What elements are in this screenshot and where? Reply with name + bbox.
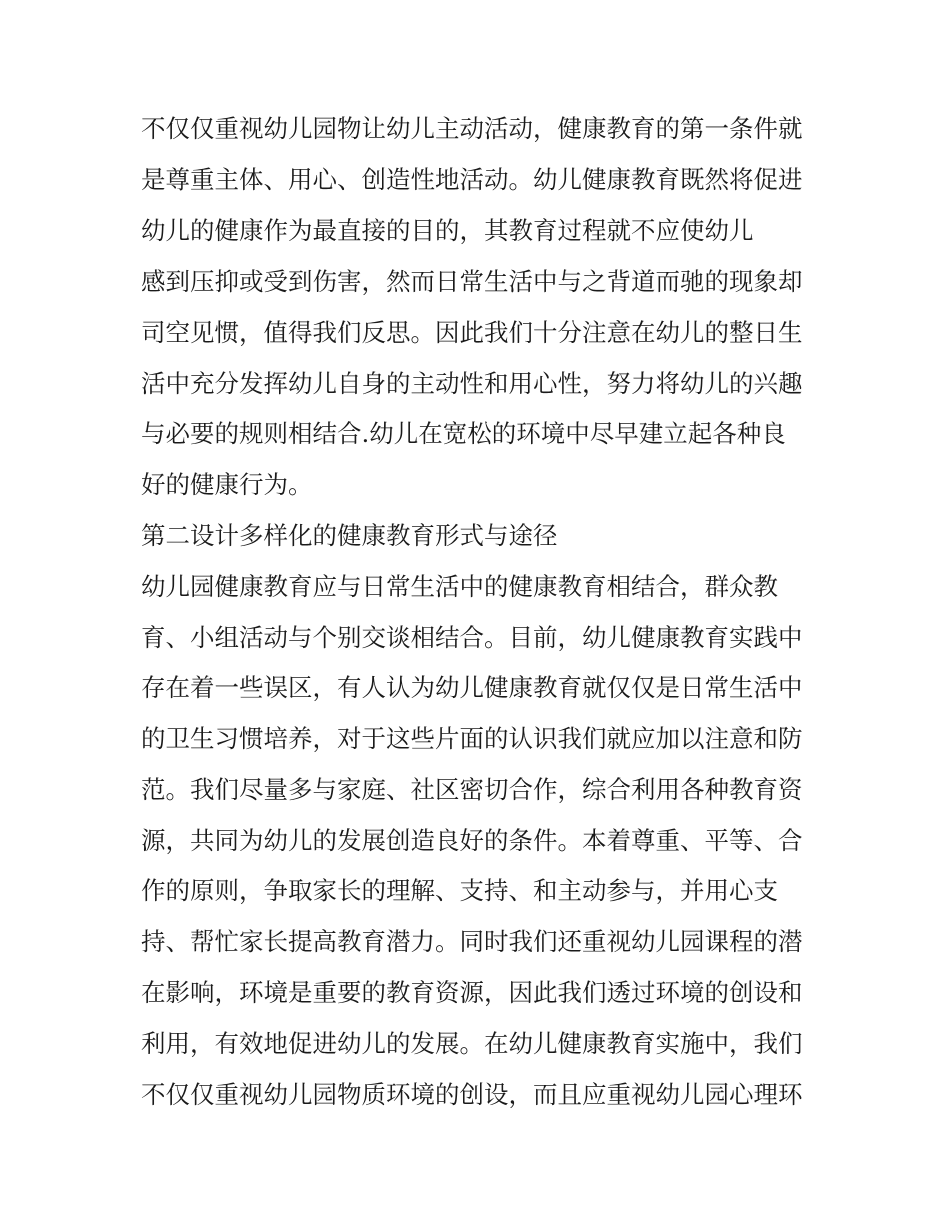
text-line: 持、帮忙家长提高教育潜力。同时我们还重视幼儿园课程的潜	[141, 927, 803, 956]
text-line: 幼儿的健康作为最直接的目的，其教育过程就不应使幼儿	[141, 216, 754, 245]
text-line: 不仅仅重视幼儿园物让幼儿主动活动，健康教育的第一条件就	[141, 114, 803, 143]
text-line: 作的原则，争取家长的理解、支持、和主动参与，并用心支	[141, 876, 778, 905]
text-line: 感到压抑或受到伤害，然而日常生活中与之背道而驰的现象却	[141, 267, 803, 296]
text-line: 利用，有效地促进幼儿的发展。在幼儿健康教育实施中，我们	[141, 1029, 803, 1058]
text-line: 在影响，环境是重要的教育资源，因此我们透过环境的创设和	[141, 978, 803, 1007]
text-line: 好的健康行为。	[141, 470, 313, 499]
text-line: 活中充分发挥幼儿自身的主动性和用心性，努力将幼儿的兴趣	[141, 369, 803, 398]
text-line: 存在着一些误区，有人认为幼儿健康教育就仅仅是日常生活中	[141, 673, 803, 702]
text-line: 范。我们尽量多与家庭、社区密切合作，综合利用各种教育资	[141, 775, 803, 804]
text-line: 不仅仅重视幼儿园物质环境的创设，而且应重视幼儿园心理环	[141, 1080, 803, 1109]
text-line: 司空见惯，值得我们反思。因此我们十分注意在幼儿的整日生	[141, 318, 803, 347]
text-line: 与必要的规则相结合.幼儿在宽松的环境中尽早建立起各种良	[141, 419, 786, 448]
text-line: 幼儿园健康教育应与日常生活中的健康教育相结合，群众教	[141, 572, 778, 601]
text-line: 的卫生习惯培养，对于这些片面的认识我们就应加以注意和防	[141, 724, 803, 753]
text-line: 育、小组活动与个别交谈相结合。目前，幼儿健康教育实践中	[141, 623, 803, 652]
section-heading: 第二设计多样化的健康教育形式与途径	[141, 521, 558, 550]
text-line: 是尊重主体、用心、创造性地活动。幼儿健康教育既然将促进	[141, 165, 803, 194]
text-line: 源，共同为幼儿的发展创造良好的条件。本着尊重、平等、合	[141, 826, 803, 855]
